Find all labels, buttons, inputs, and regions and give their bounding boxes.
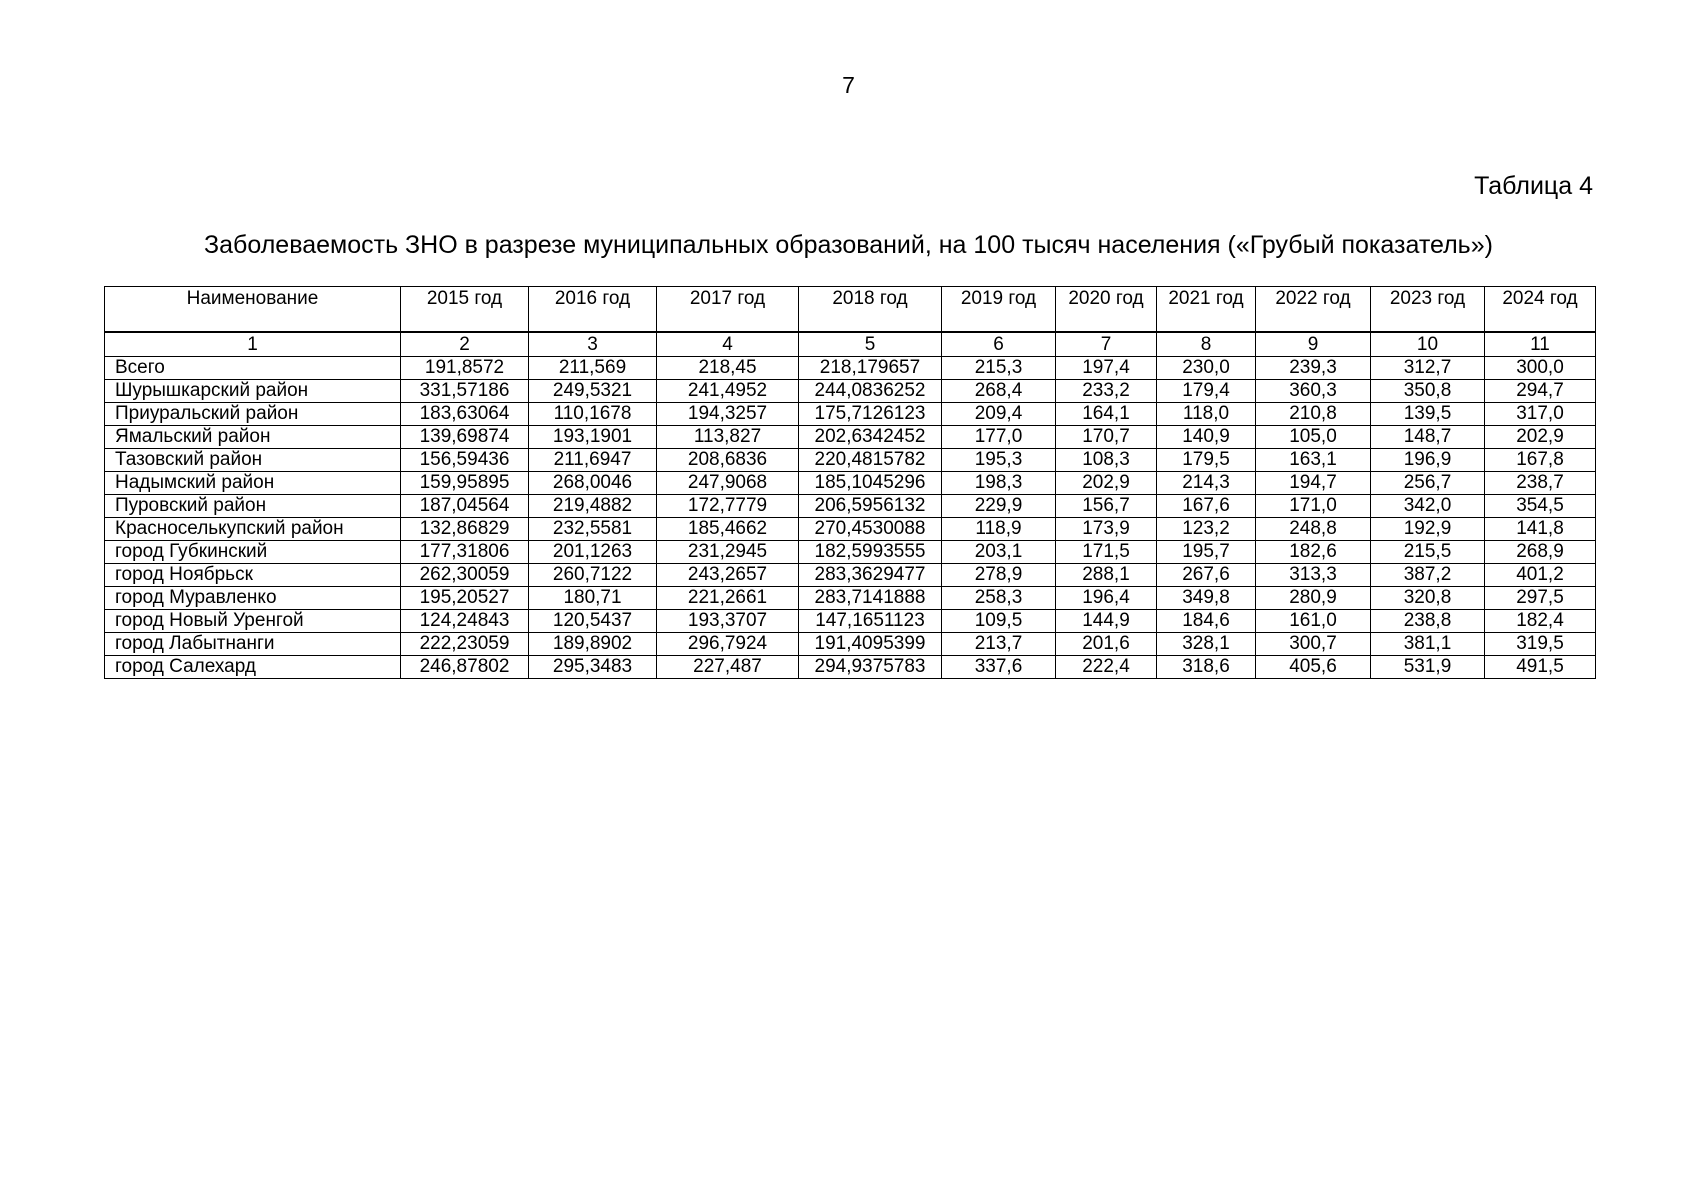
table-row — [105, 610, 1596, 633]
value-cell: 238,7 — [1485, 472, 1596, 495]
value-cell: 184,6 — [1157, 610, 1256, 633]
header-name: Наименование — [105, 287, 401, 333]
table-row — [105, 357, 1596, 380]
value-cell: 179,5 — [1157, 449, 1256, 472]
header-2017: 2017 год — [657, 287, 799, 333]
value-cell: 318,6 — [1157, 656, 1256, 679]
value-cell: 230,0 — [1157, 357, 1256, 380]
value-cell: 110,1678 — [529, 403, 657, 426]
value-cell: 198,3 — [942, 472, 1056, 495]
value-cell: 232,5581 — [529, 518, 657, 541]
value-cell: 354,5 — [1485, 495, 1596, 518]
table-row — [105, 495, 1596, 518]
value-cell: 167,8 — [1485, 449, 1596, 472]
value-cell: 215,3 — [942, 357, 1056, 380]
value-cell: 196,9 — [1371, 449, 1485, 472]
value-cell: 342,0 — [1371, 495, 1485, 518]
value-cell: 118,0 — [1157, 403, 1256, 426]
column-number-row — [105, 332, 1596, 357]
municipality-name: Надымский район — [105, 472, 401, 495]
value-cell: 193,1901 — [529, 426, 657, 449]
value-cell: 191,8572 — [401, 357, 529, 380]
value-cell: 280,9 — [1256, 587, 1371, 610]
value-cell: 105,0 — [1256, 426, 1371, 449]
value-cell: 179,4 — [1157, 380, 1256, 403]
value-cell: 211,569 — [529, 357, 657, 380]
header-2023: 2023 год — [1371, 287, 1485, 333]
municipality-name: город Муравленко — [105, 587, 401, 610]
value-cell: 248,8 — [1256, 518, 1371, 541]
value-cell: 120,5437 — [529, 610, 657, 633]
value-cell: 219,4882 — [529, 495, 657, 518]
value-cell: 195,20527 — [401, 587, 529, 610]
value-cell: 123,2 — [1157, 518, 1256, 541]
value-cell: 132,86829 — [401, 518, 529, 541]
municipality-name: Тазовский район — [105, 449, 401, 472]
value-cell: 218,45 — [657, 357, 799, 380]
municipality-name: Ямальский район — [105, 426, 401, 449]
table-row — [105, 472, 1596, 495]
value-cell: 189,8902 — [529, 633, 657, 656]
value-cell: 147,1651123 — [799, 610, 942, 633]
value-cell: 139,69874 — [401, 426, 529, 449]
municipality-name: Красноселькупский район — [105, 518, 401, 541]
value-cell: 381,1 — [1371, 633, 1485, 656]
column-number: 6 — [942, 332, 1056, 357]
table-row — [105, 426, 1596, 449]
value-cell: 531,9 — [1371, 656, 1485, 679]
value-cell: 247,9068 — [657, 472, 799, 495]
value-cell: 185,1045296 — [799, 472, 942, 495]
value-cell: 202,9 — [1485, 426, 1596, 449]
header-2024: 2024 год — [1485, 287, 1596, 333]
column-number: 5 — [799, 332, 942, 357]
value-cell: 156,59436 — [401, 449, 529, 472]
value-cell: 278,9 — [942, 564, 1056, 587]
value-cell: 283,3629477 — [799, 564, 942, 587]
value-cell: 262,30059 — [401, 564, 529, 587]
value-cell: 206,5956132 — [799, 495, 942, 518]
value-cell: 312,7 — [1371, 357, 1485, 380]
header-2015: 2015 год — [401, 287, 529, 333]
value-cell: 222,4 — [1056, 656, 1157, 679]
page-number: 7 — [842, 72, 855, 98]
table-row — [105, 403, 1596, 426]
municipality-name: Всего — [105, 357, 401, 380]
column-number: 9 — [1256, 332, 1371, 357]
value-cell: 148,7 — [1371, 426, 1485, 449]
value-cell: 177,31806 — [401, 541, 529, 564]
value-cell: 180,71 — [529, 587, 657, 610]
table-row — [105, 518, 1596, 541]
value-cell: 201,6 — [1056, 633, 1157, 656]
value-cell: 243,2657 — [657, 564, 799, 587]
value-cell: 405,6 — [1256, 656, 1371, 679]
value-cell: 246,87802 — [401, 656, 529, 679]
value-cell: 260,7122 — [529, 564, 657, 587]
value-cell: 210,8 — [1256, 403, 1371, 426]
value-cell: 201,1263 — [529, 541, 657, 564]
table-row — [105, 587, 1596, 610]
value-cell: 256,7 — [1371, 472, 1485, 495]
value-cell: 300,0 — [1485, 357, 1596, 380]
value-cell: 295,3483 — [529, 656, 657, 679]
table-row — [105, 633, 1596, 656]
value-cell: 171,5 — [1056, 541, 1157, 564]
value-cell: 144,9 — [1056, 610, 1157, 633]
value-cell: 197,4 — [1056, 357, 1157, 380]
value-cell: 317,0 — [1485, 403, 1596, 426]
value-cell: 109,5 — [942, 610, 1056, 633]
value-cell: 328,1 — [1157, 633, 1256, 656]
table-row — [105, 656, 1596, 679]
value-cell: 213,7 — [942, 633, 1056, 656]
value-cell: 227,487 — [657, 656, 799, 679]
value-cell: 296,7924 — [657, 633, 799, 656]
value-cell: 268,4 — [942, 380, 1056, 403]
value-cell: 239,3 — [1256, 357, 1371, 380]
value-cell: 221,2661 — [657, 587, 799, 610]
value-cell: 185,4662 — [657, 518, 799, 541]
value-cell: 209,4 — [942, 403, 1056, 426]
value-cell: 238,8 — [1371, 610, 1485, 633]
value-cell: 191,4095399 — [799, 633, 942, 656]
value-cell: 194,3257 — [657, 403, 799, 426]
value-cell: 193,3707 — [657, 610, 799, 633]
value-cell: 141,8 — [1485, 518, 1596, 541]
table-label: Таблица 4 — [1474, 172, 1593, 200]
municipality-name: Шурышкарский район — [105, 380, 401, 403]
municipality-name: город Губкинский — [105, 541, 401, 564]
value-cell: 113,827 — [657, 426, 799, 449]
column-number: 7 — [1056, 332, 1157, 357]
value-cell: 214,3 — [1157, 472, 1256, 495]
value-cell: 108,3 — [1056, 449, 1157, 472]
value-cell: 183,63064 — [401, 403, 529, 426]
municipality-name: город Лабытнанги — [105, 633, 401, 656]
value-cell: 220,4815782 — [799, 449, 942, 472]
municipality-name: город Салехард — [105, 656, 401, 679]
value-cell: 300,7 — [1256, 633, 1371, 656]
value-cell: 177,0 — [942, 426, 1056, 449]
value-cell: 283,7141888 — [799, 587, 942, 610]
value-cell: 195,3 — [942, 449, 1056, 472]
value-cell: 211,6947 — [529, 449, 657, 472]
header-2021: 2021 год — [1157, 287, 1256, 333]
value-cell: 241,4952 — [657, 380, 799, 403]
value-cell: 140,9 — [1157, 426, 1256, 449]
value-cell: 173,9 — [1056, 518, 1157, 541]
value-cell: 202,9 — [1056, 472, 1157, 495]
value-cell: 233,2 — [1056, 380, 1157, 403]
value-cell: 182,4 — [1485, 610, 1596, 633]
value-cell: 244,0836252 — [799, 380, 942, 403]
municipality-name: Приуральский район — [105, 403, 401, 426]
header-2019: 2019 год — [942, 287, 1056, 333]
value-cell: 231,2945 — [657, 541, 799, 564]
value-cell: 203,1 — [942, 541, 1056, 564]
column-number: 10 — [1371, 332, 1485, 357]
value-cell: 164,1 — [1056, 403, 1157, 426]
value-cell: 320,8 — [1371, 587, 1485, 610]
value-cell: 249,5321 — [529, 380, 657, 403]
value-cell: 258,3 — [942, 587, 1056, 610]
value-cell: 167,6 — [1157, 495, 1256, 518]
value-cell: 118,9 — [942, 518, 1056, 541]
value-cell: 182,6 — [1256, 541, 1371, 564]
value-cell: 268,0046 — [529, 472, 657, 495]
value-cell: 159,95895 — [401, 472, 529, 495]
value-cell: 360,3 — [1256, 380, 1371, 403]
value-cell: 202,6342452 — [799, 426, 942, 449]
value-cell: 337,6 — [942, 656, 1056, 679]
value-cell: 401,2 — [1485, 564, 1596, 587]
municipality-name: город Новый Уренгой — [105, 610, 401, 633]
value-cell: 267,6 — [1157, 564, 1256, 587]
table-row — [105, 541, 1596, 564]
municipality-name: Пуровский район — [105, 495, 401, 518]
value-cell: 171,0 — [1256, 495, 1371, 518]
value-cell: 215,5 — [1371, 541, 1485, 564]
value-cell: 288,1 — [1056, 564, 1157, 587]
value-cell: 192,9 — [1371, 518, 1485, 541]
value-cell: 163,1 — [1256, 449, 1371, 472]
column-number: 11 — [1485, 332, 1596, 357]
column-number: 8 — [1157, 332, 1256, 357]
value-cell: 156,7 — [1056, 495, 1157, 518]
column-number: 3 — [529, 332, 657, 357]
column-number: 2 — [401, 332, 529, 357]
value-cell: 229,9 — [942, 495, 1056, 518]
header-2018: 2018 год — [799, 287, 942, 333]
value-cell: 172,7779 — [657, 495, 799, 518]
value-cell: 270,4530088 — [799, 518, 942, 541]
value-cell: 222,23059 — [401, 633, 529, 656]
incidence-table — [104, 286, 1596, 679]
column-number: 4 — [657, 332, 799, 357]
value-cell: 139,5 — [1371, 403, 1485, 426]
value-cell: 218,179657 — [799, 357, 942, 380]
table-row — [105, 564, 1596, 587]
value-cell: 170,7 — [1056, 426, 1157, 449]
value-cell: 124,24843 — [401, 610, 529, 633]
table-row — [105, 380, 1596, 403]
value-cell: 196,4 — [1056, 587, 1157, 610]
value-cell: 194,7 — [1256, 472, 1371, 495]
municipality-name: город Ноябрьск — [105, 564, 401, 587]
value-cell: 195,7 — [1157, 541, 1256, 564]
value-cell: 175,7126123 — [799, 403, 942, 426]
value-cell: 491,5 — [1485, 656, 1596, 679]
header-2016: 2016 год — [529, 287, 657, 333]
value-cell: 387,2 — [1371, 564, 1485, 587]
table-row — [105, 449, 1596, 472]
header-row — [105, 287, 1596, 333]
table-title: Заболеваемость ЗНО в разрезе муниципальных образований, на 100 тысяч населения («Грубый показатель») — [204, 231, 1493, 259]
value-cell: 294,7 — [1485, 380, 1596, 403]
column-number: 1 — [105, 332, 401, 357]
value-cell: 182,5993555 — [799, 541, 942, 564]
value-cell: 349,8 — [1157, 587, 1256, 610]
value-cell: 331,57186 — [401, 380, 529, 403]
header-2020: 2020 год — [1056, 287, 1157, 333]
value-cell: 187,04564 — [401, 495, 529, 518]
value-cell: 319,5 — [1485, 633, 1596, 656]
value-cell: 161,0 — [1256, 610, 1371, 633]
value-cell: 294,9375783 — [799, 656, 942, 679]
value-cell: 313,3 — [1256, 564, 1371, 587]
value-cell: 297,5 — [1485, 587, 1596, 610]
value-cell: 350,8 — [1371, 380, 1485, 403]
value-cell: 268,9 — [1485, 541, 1596, 564]
header-2022: 2022 год — [1256, 287, 1371, 333]
value-cell: 208,6836 — [657, 449, 799, 472]
